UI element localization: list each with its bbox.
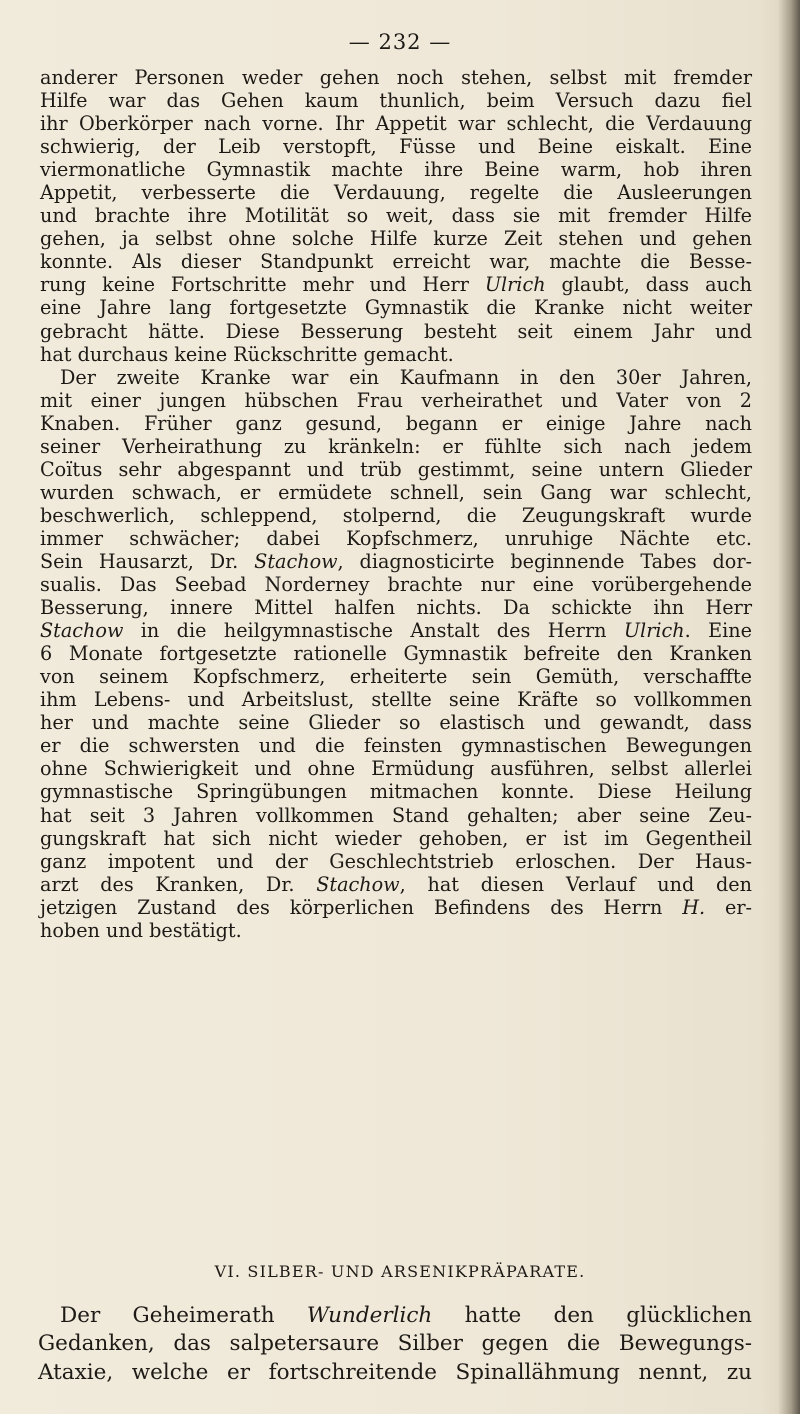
page-number: — 232 — (348, 30, 452, 54)
text-line: er die schwersten und die feinsten gymnastischen Bewegungen (40, 734, 752, 758)
italic-name: Ulrich (623, 619, 685, 643)
text-line: hat durchaus keine Rückschritte gemacht. (40, 342, 454, 366)
text-line: gungskraft hat sich nicht wieder gehoben, er ist im Gegentheil (40, 826, 752, 850)
text-line: und brachte ihre Motilität so weit, dass sie mit fremder Hilfe (40, 204, 752, 228)
text-line: her und machte seine Glieder so elastisch und gewandt, dass (40, 711, 752, 735)
section-text (38, 1302, 752, 1387)
text-run: , hat diesen Verlauf und den (399, 872, 752, 896)
text-line: ihr Oberkörper nach vorne. Ihr Appetit war schlecht, die Verdauung (40, 112, 752, 136)
text-line: konnte. Als dieser Standpunkt erreicht war, machte die Besse- (40, 250, 752, 274)
text-line: mit einer jungen hübschen Frau verheirathet und Vater von 2 (40, 388, 752, 412)
italic-name: Stachow (316, 872, 400, 896)
italic-name: Ulrich (484, 273, 546, 297)
text-line: gymnastische Springübungen mitmachen konnte. Diese Heilung (40, 780, 752, 804)
text-run: . Eine (684, 619, 752, 643)
italic-name: Stachow (40, 619, 124, 643)
section-text-line: Ataxie, welche er fortschreitende Spinallähmung nennt, zu (38, 1359, 752, 1385)
text-line: beschwerlich, schleppend, stolpernd, die Zeugungskraft wurde (40, 503, 752, 527)
section-heading: VI. SILBER- UND ARSENIKPRÄPARATE. (214, 1262, 586, 1281)
text-line: viermonatliche Gymnastik machte ihre Beine warm, hob ihren (40, 158, 752, 182)
text-line: gehen, ja selbst ohne solche Hilfe kurze Zeit stehen und gehen (40, 227, 752, 251)
text-line: eine Jahre lang fortgesetzte Gymnastik die Kranke nicht weiter (40, 296, 752, 320)
text-run: jetzigen Zustand des körperlichen Befindens des Herrn (40, 895, 683, 919)
text-run: , diagnosticirte beginnende Tabes dor- (337, 549, 752, 573)
text-line: seiner Verheirathung zu kränkeln: er fühlte sich nach jedem (40, 434, 752, 458)
text-line: immer schwächer; dabei Kopfschmerz, unruhige Nächte etc. (40, 526, 752, 550)
text-line: von seinem Kopfschmerz, erheiterte sein Gemüth, verschaffte (40, 665, 752, 689)
text-run: arzt des Kranken, Dr. (40, 872, 317, 896)
italic-name: Stachow (254, 549, 338, 573)
text-line: schwierig, der Leib verstopft, Füsse und Beine eiskalt. Eine (40, 135, 752, 159)
text-line: Der zweite Kranke war ein Kaufmann in den 30er Jahren, (60, 365, 752, 389)
text-line (40, 873, 752, 896)
text-run: Der Geheimerath (60, 1303, 307, 1328)
text-line: ohne Schwierigkeit und ohne Ermüdung ausführen, selbst allerlei (40, 757, 752, 781)
text-line: Coïtus sehr abgespannt und trüb gestimmt, seine untern Glieder (40, 457, 752, 481)
text-line: anderer Personen weder gehen noch stehen, selbst mit fremder (40, 66, 752, 89)
text-line: 6 Monate fortgesetzte rationelle Gymnastik befreite den Kranken (40, 642, 752, 666)
text-line: wurden schwach, er ermüdete schnell, sein Gang war schlecht, (40, 480, 752, 504)
text-line (40, 896, 752, 919)
section-text-line (38, 1302, 752, 1330)
text-run: glaubt, dass auch (545, 273, 752, 297)
text-line: hoben und bestätigt. (40, 918, 242, 942)
body-text (40, 66, 752, 942)
italic-name: Wunderlich (306, 1303, 433, 1328)
text-line: hat seit 3 Jahren vollkommen Stand gehalten; aber seine Zeu- (40, 803, 752, 827)
text-run: Sein Hausarzt, Dr. (40, 549, 255, 573)
text-line: gebracht hätte. Diese Besserung besteht seit einem Jahr und (40, 319, 752, 343)
text-line: ihm Lebens- und Arbeitslust, stellte seine Kräfte so vollkommen (40, 688, 752, 712)
text-run: hatte den glücklichen (432, 1303, 752, 1328)
text-line: sualis. Das Seebad Norderney brachte nur eine vorübergehende (40, 573, 752, 597)
text-line: Appetit, verbesserte die Verdauung, regelte die Ausleerungen (40, 181, 752, 205)
text-line (40, 619, 752, 642)
text-run: er- (705, 895, 752, 919)
text-line: Hilfe war das Gehen kaum thunlich, beim Versuch dazu fiel (40, 89, 752, 113)
text-line: Besserung, innere Mittel halfen nichts. Da schickte ihn Herr (40, 596, 752, 620)
text-line (40, 550, 752, 573)
text-line: Knaben. Früher ganz gesund, begann er einige Jahre nach (40, 411, 752, 435)
text-run: rung keine Fortschritte mehr und Herr (40, 273, 485, 297)
text-run: in die heilgymnastische Anstalt des Herrn (123, 619, 624, 643)
text-line: ganz impotent und der Geschlechtstrieb erloschen. Der Haus- (40, 849, 752, 873)
section-text-line: Gedanken, das salpetersaure Silber gegen die Bewegungs- (38, 1331, 752, 1357)
page-edge-shadow (778, 0, 800, 1414)
italic-name: H. (682, 895, 706, 919)
text-line (40, 273, 752, 296)
